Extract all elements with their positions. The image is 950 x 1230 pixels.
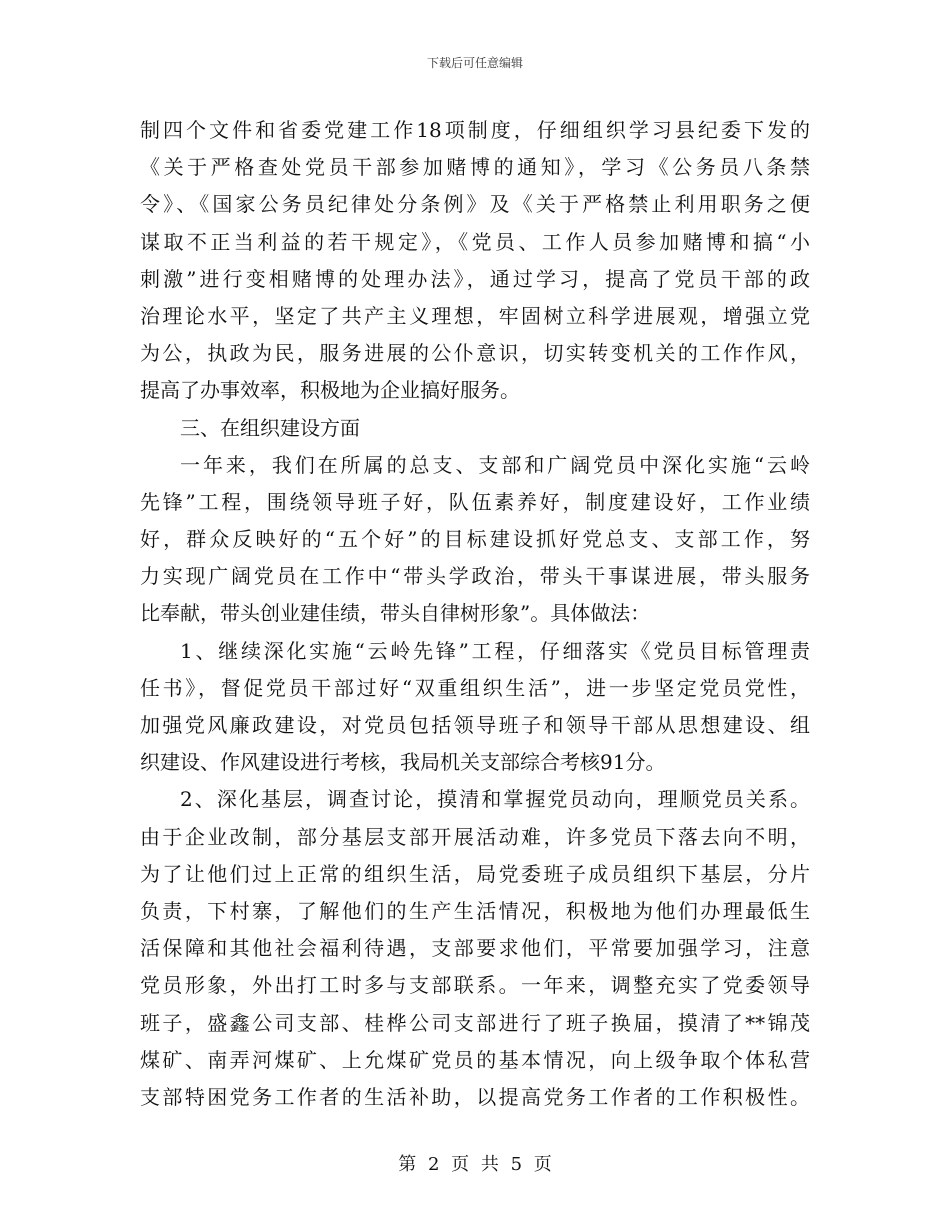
text-line: 提高了办事效率，积极地为企业搞好服务。	[140, 378, 520, 403]
text-line: 刺激”进行变相赌博的处理办法》，通过学习，提高了党员干部的政	[140, 266, 810, 291]
text-line: 支部特困党务工作者的生活补助，以提高党务工作者的工作积极性。	[140, 1084, 810, 1109]
text-line: 好，群众反映好的“五个好”的目标建设抓好党总支、支部工作，努	[140, 527, 810, 552]
text-line: 为公，执政为民，服务进展的公仆意识，切实转变机关的工作作风，	[140, 341, 810, 366]
text-line: 治理论水平，坚定了共产主义理想，牢固树立科学进展观，增强立党	[140, 303, 810, 328]
text-line: 谋取不正当利益的若干规定》，《党员、工作人员参加赌博和搞“小	[140, 229, 810, 254]
text-line: 负责，下村寨，了解他们的生产生活情况，积极地为他们办理最低生	[140, 898, 810, 923]
text-line: 由于企业改制，部分基层支部开展活动难，许多党员下落去向不明，	[140, 824, 810, 849]
text-line: 制四个文件和省委党建工作18项制度，仔细组织学习县纪委下发的	[140, 118, 810, 142]
page-number: 第 2 页 共 5 页	[398, 1154, 552, 1175]
text-line: 煤矿、南弄河煤矿、上允煤矿党员的基本情况，向上级争取个体私营	[140, 1047, 810, 1072]
text-line: 《关于严格查处党员干部参加赌博的通知》，学习《公务员八条禁	[140, 155, 810, 180]
text-line: 2、深化基层，调查讨论，摸清和掌握党员动向，理顺党员关系。	[180, 787, 810, 812]
text-line: 一年来，我们在所属的总支、支部和广阔党员中深化实施“云岭	[180, 452, 810, 477]
text-line: 活保障和其他社会福利待遇，支部要求他们，平常要加强学习，注意	[140, 936, 810, 961]
text-line: 令》、《国家公务员纪律处分条例》及《关于严格禁止利用职务之便	[140, 192, 810, 217]
text-line: 党员形象，外出打工时多与支部联系。一年来，调整充实了党委领导	[140, 973, 810, 998]
text-line: 任书》，督促党员干部过好“双重组织生活”，进一步坚定党员党性，	[140, 675, 810, 700]
text-line: 班子，盛鑫公司支部、桂桦公司支部进行了班子换届，摸清了**锦茂	[140, 1010, 810, 1035]
text-line: 织建设、作风建设进行考核，我局机关支部综合考核91分。	[140, 750, 666, 775]
text-line: 加强党风廉政建设，对党员包括领导班子和领导干部从思想建设、组	[140, 713, 810, 737]
page-header: 下载后可任意编辑	[426, 56, 523, 70]
text-line: 力实现广阔党员在工作中“带头学政治，带头干事谋进展，带头服务	[140, 564, 810, 589]
text-line: 比奉献，带头创业建佳绩，带头自律树形象”。具体做法：	[140, 601, 651, 626]
text-line: 为了让他们过上正常的组织生活，局党委班子成员组织下基层，分片	[140, 861, 810, 886]
text-line: 三、在组织建设方面	[180, 415, 360, 440]
text-line: 1、继续深化实施“云岭先锋”工程，仔细落实《党员目标管理责	[180, 638, 810, 663]
document-body	[140, 112, 810, 1116]
text-line: 先锋”工程，围绕领导班子好，队伍素养好，制度建设好，工作业绩	[140, 489, 810, 514]
